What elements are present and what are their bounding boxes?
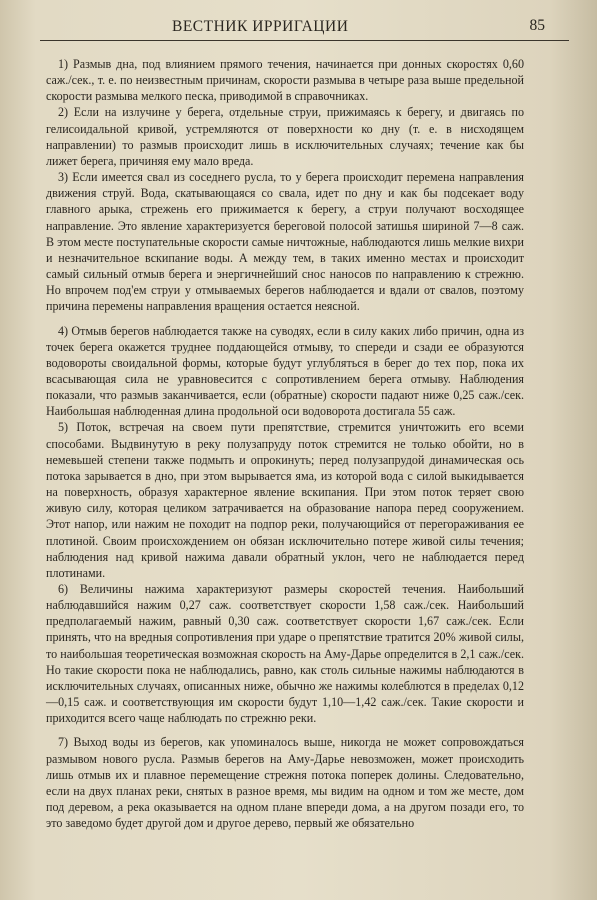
article-body (46, 56, 524, 831)
paragraph-7: 7) Выход воды из берегов, как упоминалось выше, никогда не может сопровождаться размывом нового русла. Размыв берегов на Аму-Дарье невозможен, может происходить лишь отмыв их и плавное перемещение стрежня потока поперек долины. Следовательно, если на двух планах реки, снятых в разное время, мы видим на одном и том же месте, дом под деревом, а река оказывается на одном плане впереди дома, а на другом позади его, то это заведомо будет другой дом и другое дерево, первый же обязательно (46, 735, 524, 831)
paragraph-gap (46, 315, 524, 323)
paragraph-3: 3) Если имеется свал из соседнего русла, то у берега происходит перемена направления движения струй. Вода, скатывающаяся со свала, идет по дну и как бы подсекает воду главного арыка, стрежень его прижимается к берегу, а струи получают восходящее направление. Это явление характеризуется береговой полосой затишья шириной 7—8 саж. В этом месте поступательные скорости самые ничтожные, наблюдаются лишь мелкие вихри и незначительное вскипание воды. А между тем, в таких именно местах и происходит самый сильный отмыв берега и энергичнейший снос наносов по направлению к стрежню. Но впрочем под'ем струи у отмываемых берегов наблюдается и вдали от свалов, поэтому причина перемены направления вращения остается неясной. (46, 170, 524, 314)
paragraph-6: 6) Величины нажима характеризуют размеры скоростей течения. Наибольший наблюдавшийся нажим 0,27 саж. соответствует скорости 1,58 саж./сек. Наибольший предполагаемый нажим, равный 0,30 саж. соответствует скорости 1,67 саж./сек. Если принять, что на вредныя сопротивления при ударе о препятствие тратится 20% живой силы, то наибольшая теоретическая возможная скорость на Аму-Дарье определится в 2,1 саж./сек. Но такие скорости пока не наблюдались, равно, как столь сильные нажимы наблюдаются в исключительных случаях, описанных ниже, обычно же нажимы колеблются в пределах 0,12—0,15 саж. и соответствующия им скорости будут 1,10—1,42 саж./сек. Такие скорости и приходится всего чаще наблюдать по стрежню реки. (46, 582, 524, 726)
running-header (40, 14, 569, 41)
paragraph-2: 2) Если на излучине у берега, отдельные струи, прижимаясь к берегу, и двигаясь по гелисоидальной кривой, устремляются от поверхности ко дну (т. е. в нисходящем направлении) то размыв происходит лишь в исключительных случаях; течение как бы лижет берега, причиняя ему мало вреда. (46, 105, 524, 168)
page-number: 85 (529, 17, 545, 34)
paragraph-4: 4) Отмыв берегов наблюдается также на суводях, если в силу каких либо причин, одна из точек берега окажется труднее поддающейся отмыву, то спереди и сзади ее образуются водовороты своидальной формы, которые будут углубляться в берег до тех пор, пока их всасывающая сила не уравновесится с сопротивлением берега отмыву. Наблюдения показали, что размыв заканчивается, если (обратные) скорости падают ниже 0,25 саж./сек. Наибольшая наблюденная длина продольной оси водоворота достигала 55 саж. (46, 323, 524, 419)
paragraph-5: 5) Поток, встречая на своем пути препятствие, стремится уничтожить его всеми способами. Выдвинутую в реку полузапруду поток стремится не только обойти, но в немевьшей степени также подмыть и опрокинуть; перед полузапрудой динамическая ось потока зарывается в дно, при этом вырывается яма, из которой вода с силой выкидывается на поверхность, образуя характерное явление вскипания. При этом поток теряет свою живую силу, которая целиком затрачивается на образование напора перед сооружением. Этот напор, или нажим не походит на подпор реки, получающийся от перегораживания ее плотиной. Своим происхождением он обязан исключительно потере живой силы течения; наблюдения над кривой нажима давали обратный уклон, чего не наблюдается перед плотинами. (46, 420, 524, 580)
paragraph-1: 1) Размыв дна, под влиянием прямого течения, начинается при донных скоростях 0,60 саж./сек., т. е. по неизвестным причинам, скорости размыва в четыре раза выше предельной скорости размыва мелкого песка, приводимой в справочниках. (46, 57, 524, 104)
paragraph-gap (46, 726, 524, 734)
journal-title: ВЕСТНИК ИРРИГАЦИИ (172, 18, 349, 35)
